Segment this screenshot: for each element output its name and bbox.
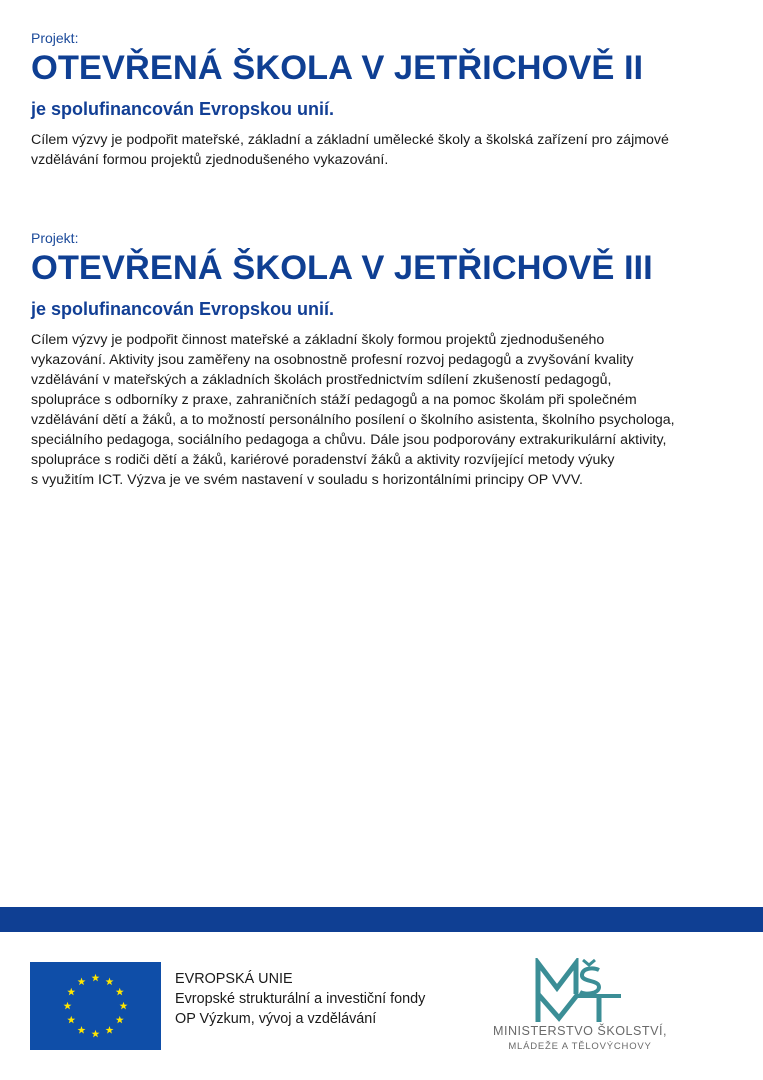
eu-line-op: OP Výzkum, vývoj a vzdělávání	[175, 1011, 377, 1027]
eu-star-icon	[120, 1002, 128, 1010]
eu-star-icon	[106, 978, 114, 986]
eu-star-icon	[116, 988, 124, 996]
msmt-logo-icon	[533, 958, 623, 1024]
msmt-logo	[485, 958, 675, 1053]
project-title: OTEVŘENÁ ŠKOLA V JETŘICHOVĚ III	[31, 249, 653, 287]
description-line: s využitím ICT. Výzva je ve svém nastavení v souladu s horizontálními principy OP VVV.	[31, 471, 583, 488]
description-line: speciálního pedagoga, sociálního pedagoga a chůvu. Dále jsou podporovány extrakurikulární aktivity,	[31, 431, 667, 448]
description-line: vzdělávání formou projektů zjednodušeného vykazování.	[31, 151, 389, 168]
description-line: spolupráce s rodiči dětí a žáků, kariérové poradenství žáků a aktivity rozvíjející metody výuky	[31, 451, 615, 468]
eu-star-icon	[64, 1002, 72, 1010]
eu-star-icon	[92, 974, 100, 982]
eu-flag-icon	[30, 962, 161, 1050]
msmt-line1: MINISTERSTVO ŠKOLSTVÍ,	[492, 1024, 668, 1038]
description-line: vzdělávání v mateřských a základních školách prostřednictvím sdílení zkušeností pedagogů,	[31, 371, 612, 388]
description-line: vzdělávání dětí a žáků, a to možností personálního posílení o školního asistenta, školního psychologa,	[31, 411, 675, 428]
project-subtitle: je spolufinancován Evropskou unií.	[31, 98, 335, 119]
eu-star-icon	[78, 1026, 86, 1034]
eu-star-icon	[67, 1016, 75, 1024]
description-line: Cílem výzvy je podpořit činnost mateřské a základní školy formou projektů zjednodušeného	[31, 331, 605, 348]
eu-star-icon	[78, 978, 86, 986]
eu-star-icon	[92, 1030, 100, 1038]
eu-line-funds: Evropské strukturální a investiční fondy	[175, 991, 426, 1007]
project-description	[31, 330, 741, 490]
eu-stars	[30, 962, 161, 1050]
description-line: vykazování. Aktivity jsou zaměřeny na osobnostně profesní rozvoj pedagogů a zvyšování kvality	[31, 351, 634, 368]
project-label: Projekt:	[31, 30, 79, 46]
project-title: OTEVŘENÁ ŠKOLA V JETŘICHOVĚ II	[31, 49, 644, 87]
msmt-line2: MLÁDEŽE A TĚLOVÝCHOVY	[508, 1041, 652, 1052]
eu-star-icon	[67, 988, 75, 996]
project-subtitle: je spolufinancován Evropskou unií.	[31, 298, 335, 319]
project-description	[31, 130, 741, 170]
eu-text-block	[175, 969, 425, 1029]
project-section-3	[31, 230, 741, 490]
eu-star-icon	[116, 1016, 124, 1024]
eu-line-union: EVROPSKÁ UNIE	[175, 971, 293, 987]
description-line: spolupráce s odborníky z praxe, zahraničních stáží pedagogů a na pomoc školám při společném	[31, 391, 637, 408]
eu-star-icon	[106, 1026, 114, 1034]
project-label: Projekt:	[31, 230, 79, 246]
description-line: Cílem výzvy je podpořit mateřské, základní a základní umělecké školy a školská zařízení pro zájmové	[31, 131, 669, 148]
footer-blue-band	[0, 907, 763, 932]
project-section-2	[31, 30, 741, 170]
